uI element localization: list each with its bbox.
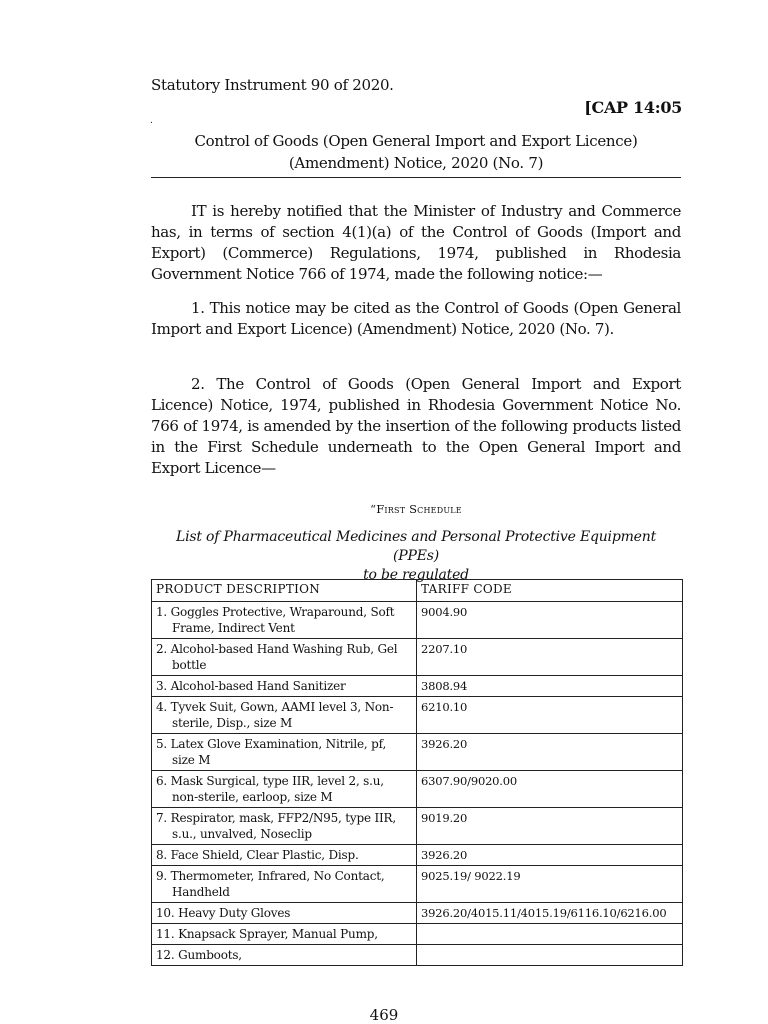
table-row [152,808,683,845]
product-description: 9. Thermometer, Infrared, No Contact, Handheld [156,869,385,899]
citation-paragraph: 1. This notice may be cited as the Control of Goods (Open General Import and Export Licence) (Amendment) Notice, 2020 (No. 7). [151,299,681,338]
product-description: 2. Alcohol-based Hand Washing Rub, Gel bottle [156,642,398,672]
table-row [152,771,683,808]
tariff-code [417,945,683,966]
preamble-paragraph: IT is hereby notified that the Minister of Industry and Commerce has, in terms of section 4(1)(a) of the Control of Goods (Import and Export) (Commerce) Regulations, 1974, published in Rhodesia Government Notice 766 of 1974, made the following notice:— [151,202,681,283]
tariff-code: 9004.90 [417,602,683,639]
table-row [152,903,683,924]
table-row [152,845,683,866]
table-row [152,676,683,697]
schedule-heading: “First Schedule [370,502,462,516]
title-rule [151,177,681,178]
product-description: 11. Knapsack Sprayer, Manual Pump, [156,927,378,941]
chapter-reference: [CAP 14:05 [584,98,682,117]
column-header-description: PRODUCT DESCRIPTION [152,580,417,602]
stray-mark: . [150,116,153,126]
statutory-instrument-number: Statutory Instrument 90 of 2020. [151,76,394,94]
product-description: 5. Latex Glove Examination, Nitrile, pf, size M [156,737,387,767]
notice-title-line-1: Control of Goods (Open General Import and Export Licence) [194,132,638,150]
table-row [152,866,683,903]
table-row [152,945,683,966]
table-row [152,924,683,945]
schedule-caption [151,528,681,585]
product-description: 8. Face Shield, Clear Plastic, Disp. [156,848,359,862]
product-description: 4. Tyvek Suit, Gown, AAMI level 3, Non-sterile, Disp., size M [156,700,394,730]
tariff-code: 9019.20 [417,808,683,845]
table-header-row [152,580,683,602]
tariff-code: 3926.20/4015.11/4015.19/6116.10/6216.00 [417,903,683,924]
notice-title [151,130,681,174]
table-row [152,734,683,771]
schedule-caption-line-1: List of Pharmaceutical Medicines and Personal Protective Equipment (PPEs) [176,529,656,564]
tariff-code: 6210.10 [417,697,683,734]
product-description: 6. Mask Surgical, type IIR, level 2, s.u, non-sterile, earloop, size M [156,774,384,804]
tariff-code: 9025.19/ 9022.19 [417,866,683,903]
amendment-paragraph: 2. The Control of Goods (Open General Import and Export Licence) Notice, 1974, published in Rhodesia Government Notice No. 766 of 1974, is amended by the insertion of the following products listed in the First Schedule underneath to the Open General Import and Export Licence— [151,375,681,477]
tariff-code: 3926.20 [417,845,683,866]
product-description: 1. Goggles Protective, Wraparound, Soft Frame, Indirect Vent [156,605,395,635]
products-table [151,579,683,966]
page-number: 469 [369,1006,399,1024]
table-row [152,602,683,639]
column-header-tariff-code: TARIFF CODE [417,580,683,602]
tariff-code [417,924,683,945]
product-description: 3. Alcohol-based Hand Sanitizer [156,679,346,693]
tariff-code: 3808.94 [417,676,683,697]
schedule-caption-line-2: to be regulated [363,567,469,583]
product-description: 7. Respirator, mask, FFP2/N95, type IIR, s.u., unvalved, Noseclip [156,811,396,841]
product-description: 12. Gumboots, [156,948,242,962]
tariff-code: 6307.90/9020.00 [417,771,683,808]
tariff-code: 2207.10 [417,639,683,676]
notice-title-line-2: (Amendment) Notice, 2020 (No. 7) [288,154,544,172]
table-row [152,639,683,676]
product-description: 10. Heavy Duty Gloves [156,906,291,920]
tariff-code: 3926.20 [417,734,683,771]
table-row [152,697,683,734]
